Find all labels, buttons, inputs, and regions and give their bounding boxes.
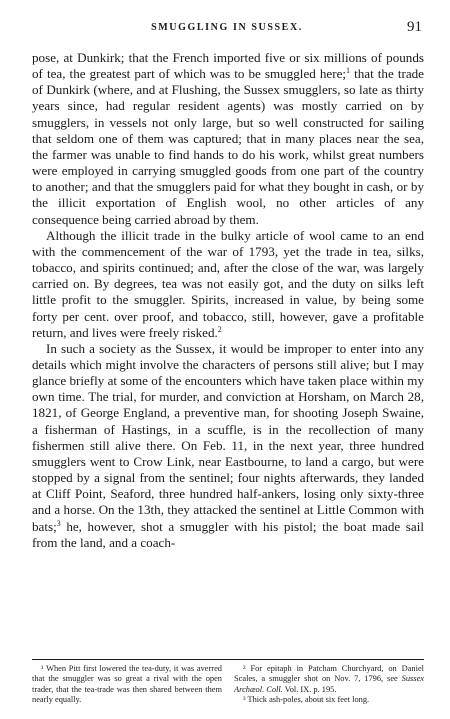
running-head: SMUGGLING IN SUSSEX.: [151, 22, 303, 33]
footnote-divider: [32, 659, 424, 660]
paragraph-2: [32, 228, 424, 341]
footnote-2-volume: Vol. IX. p. 195.: [282, 684, 337, 694]
footnote-ref-3: 3: [56, 518, 61, 528]
paragraph-1-text: pose, at Dunkirk; that the French imported five or six millions of pounds of tea, the greatest part of which was to be smuggled here;: [32, 50, 424, 82]
footnote-column-right: [234, 664, 424, 705]
paragraph-3-text: In such a society as the Sussex, it would be improper to enter into any details which might involve the characters of persons still alive; but I may glance briefly at some of the encounters which have taken place within my own time. The trial, for murder, and conviction at Horsham, on March 28, 1821, of George England, a preventive man, for shooting Joseph Swaine, a fisherman of Hastings, in a scuffle, is in the recollection of many fishermen still alive there. On Feb. 11, in the next year, three hundred smugglers went to Crow Link, near Eastbourne, to land a cargo, but were stopped by a signal from the sentinel; four nights afterwards, they landed at Cliff Point, Seaford, three hundred half-ankers, losing only sixty-three and a horse. On the 13th, they attacked the sentinel at Little Common with bats;: [32, 340, 424, 534]
paragraph-2-text: Although the illicit trade in the bulky article of wool came to an end with the commencement of the war of 1793, yet the trade in tea, silks, tobacco, and spirits continued; and, after the close of the war, was largely carried on. By degrees, tea was not easily got, and the duty on silks left little profit to the smuggler. Spirits, increased in value, by being some forty per cent. over proof, and tobacco, still, however, gave a profitable return, and lives were freely risked.: [32, 227, 424, 340]
footnote-3: ³ Thick ash-poles, about six feet long.: [243, 694, 370, 704]
body-text: [32, 50, 424, 551]
footnote-2-journal: Sussex Archæol. Coll.: [234, 674, 424, 694]
footnotes: [32, 664, 424, 705]
paragraph-3: [32, 341, 424, 551]
footnote-2: [234, 664, 424, 695]
footnote-ref-1: 1: [346, 66, 351, 76]
page-header: [32, 19, 422, 38]
paragraph-1: [32, 50, 424, 228]
page-number: 91: [407, 19, 422, 35]
paragraph-3-continued: he, however, shot a smuggler with his pistol; the boat made sail from the land, and a coach-: [32, 518, 424, 550]
footnote-column-left: [32, 664, 222, 705]
footnote-2-text: ² For epitaph in Patcham Churchyard, on Daniel Scales, a smuggler shot on Nov. 7, 1796, see: [234, 664, 424, 684]
footnote-1: ¹ When Pitt first lowered the tea-duty, it was averred that the smuggler was so great a rival with the open trader, that the tea-trade was then shared between them nearly equally.: [32, 664, 222, 704]
paragraph-1-continued: that the trade of Dunkirk (where, and at Flushing, the Sussex smugglers, so late as thirty years since, had regular resident agents) was mostly carried on by smugglers, in vessels not only large, but so well constructed for sailing that seldom one of them was captured; that in many places near the sea, the farmer was unable to find hands to do his work, whilst great numbers were employed in carrying smuggled goods from one part of the country to another; and that the smugglers paid for what they bought in cash, or by the illicit exportation of English wool, no other articles of any consequence being carried abroad by them.: [32, 66, 424, 227]
footnote-ref-2: 2: [217, 324, 222, 334]
